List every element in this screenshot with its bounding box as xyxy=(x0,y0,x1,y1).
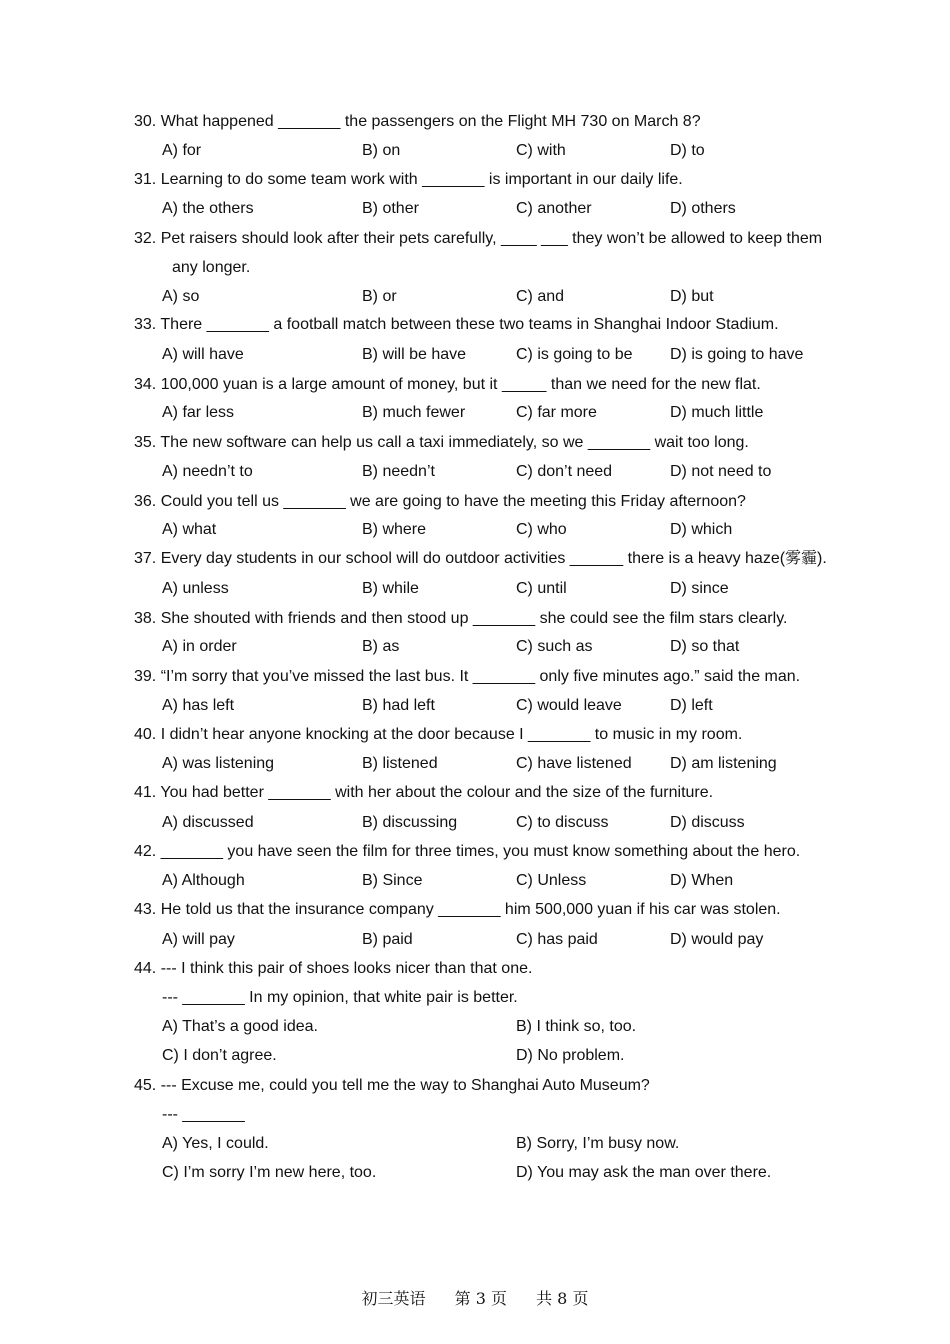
footer-page-number: 第 3 页 xyxy=(454,1289,507,1308)
question-37-options xyxy=(162,579,922,599)
option-d: D) When xyxy=(670,872,734,889)
question-42-options xyxy=(162,871,922,891)
question-33 xyxy=(134,315,914,335)
option-c: C) another xyxy=(516,200,592,217)
question-35-options xyxy=(162,462,922,482)
option-c: C) such as xyxy=(516,638,593,655)
question-text: 33. There _______ a football match between these two teams in Shanghai Indoor Stadium. xyxy=(134,316,779,333)
question-32-options xyxy=(162,287,922,307)
question-text: 42. _______ you have seen the film for three times, you must know something about the hero. xyxy=(134,843,801,860)
question-44-reply: --- _______ In my opinion, that white pair is better. xyxy=(162,989,518,1006)
question-40 xyxy=(134,725,914,745)
option-a: A) discussed xyxy=(162,814,254,831)
question-41-options xyxy=(162,813,922,833)
option-c: C) have listened xyxy=(516,755,632,772)
question-text: 39. “I’m sorry that you’ve missed the last bus. It _______ only five minutes ago.” said the man. xyxy=(134,668,801,685)
option-a: A) so xyxy=(162,288,200,305)
option-c: C) until xyxy=(516,580,567,597)
option-c: C) has paid xyxy=(516,931,598,948)
question-38-options xyxy=(162,637,922,657)
footer-subject: 初三英语 xyxy=(361,1289,426,1308)
question-33-options xyxy=(162,345,922,365)
option-a: A) needn’t to xyxy=(162,463,253,480)
question-30 xyxy=(134,112,914,132)
option-b: B) Sorry, I’m busy now. xyxy=(516,1135,680,1152)
option-a: A) That’s a good idea. xyxy=(162,1018,318,1035)
option-c: C) far more xyxy=(516,404,597,421)
option-b: B) much fewer xyxy=(362,404,466,421)
option-c: C) would leave xyxy=(516,697,622,714)
question-31 xyxy=(134,170,914,190)
option-b: B) Since xyxy=(362,872,423,889)
option-d: D) since xyxy=(670,580,729,597)
question-43-options xyxy=(162,930,922,950)
question-42 xyxy=(134,842,914,862)
question-45 xyxy=(134,1076,914,1096)
option-b: B) needn’t xyxy=(362,463,435,480)
question-45-options-row1 xyxy=(162,1134,922,1154)
option-d: D) left xyxy=(670,697,713,714)
question-34-options xyxy=(162,403,922,423)
option-d: D) to xyxy=(670,142,705,159)
option-b: B) discussing xyxy=(362,814,458,831)
option-c: C) who xyxy=(516,521,567,538)
option-a: A) Yes, I could. xyxy=(162,1135,269,1152)
option-c: C) and xyxy=(516,288,565,305)
question-text: 31. Learning to do some team work with _______ is important in our daily life. xyxy=(134,171,683,188)
option-a: A) will pay xyxy=(162,931,235,948)
question-44 xyxy=(134,959,914,979)
option-a: A) what xyxy=(162,521,217,538)
page-footer xyxy=(0,1289,950,1309)
question-36-options xyxy=(162,520,922,540)
question-text: 43. He told us that the insurance company _______ him 500,000 yuan if his car was stolen. xyxy=(134,901,781,918)
option-d: D) You may ask the man over there. xyxy=(516,1164,772,1181)
question-45-reply: --- _______ xyxy=(162,1106,245,1123)
question-32 xyxy=(134,229,914,249)
question-text: 34. 100,000 yuan is a large amount of money, but it _____ than we need for the new flat. xyxy=(134,376,761,393)
option-d: D) No problem. xyxy=(516,1047,625,1064)
question-text: 36. Could you tell us _______ we are going to have the meeting this Friday afternoon? xyxy=(134,493,746,510)
question-text: 37. Every day students in our school will do outdoor activities ______ there is a heavy haze(雾霾). xyxy=(134,550,827,567)
option-c: C) with xyxy=(516,142,566,159)
option-d: D) is going to have xyxy=(670,346,804,363)
question-text: 40. I didn’t hear anyone knocking at the door because I _______ to music in my room. xyxy=(134,726,743,743)
question-text: 35. The new software can help us call a taxi immediately, so we _______ wait too long. xyxy=(134,434,749,451)
option-c: C) to discuss xyxy=(516,814,609,831)
option-c: C) is going to be xyxy=(516,346,633,363)
question-text: 32. Pet raisers should look after their pets carefully, ____ ___ they won’t be allowed to keep them xyxy=(134,230,823,247)
question-44-options-row2 xyxy=(162,1046,922,1066)
option-b: B) will be have xyxy=(362,346,467,363)
question-text: 45. --- Excuse me, could you tell me the way to Shanghai Auto Museum? xyxy=(134,1077,650,1094)
option-d: D) discuss xyxy=(670,814,745,831)
question-31-options xyxy=(162,199,922,219)
question-35 xyxy=(134,433,914,453)
question-39-options xyxy=(162,696,922,716)
option-b: B) as xyxy=(362,638,400,655)
option-a: A) was listening xyxy=(162,755,275,772)
option-a: A) the others xyxy=(162,200,254,217)
question-40-options xyxy=(162,754,922,774)
question-text: 41. You had better _______ with her about the colour and the size of the furniture. xyxy=(134,784,714,801)
question-41 xyxy=(134,783,914,803)
option-b: B) or xyxy=(362,288,397,305)
question-36 xyxy=(134,492,914,512)
option-a: A) far less xyxy=(162,404,235,421)
question-32-continuation: any longer. xyxy=(172,259,251,276)
option-a: A) has left xyxy=(162,697,235,714)
option-a: A) unless xyxy=(162,580,229,597)
option-d: D) so that xyxy=(670,638,740,655)
option-b: B) had left xyxy=(362,697,435,714)
option-a: A) in order xyxy=(162,638,237,655)
option-d: D) not need to xyxy=(670,463,772,480)
option-d: D) which xyxy=(670,521,733,538)
question-38 xyxy=(134,609,914,629)
option-b: B) listened xyxy=(362,755,438,772)
question-text: 44. --- I think this pair of shoes looks nicer than that one. xyxy=(134,960,533,977)
option-b: B) while xyxy=(362,580,419,597)
option-c: C) I’m sorry I’m new here, too. xyxy=(162,1164,377,1181)
option-a: A) Although xyxy=(162,872,245,889)
question-37 xyxy=(134,549,914,569)
question-39 xyxy=(134,667,914,687)
option-b: B) paid xyxy=(362,931,413,948)
option-b: B) on xyxy=(362,142,401,159)
option-b: B) I think so, too. xyxy=(516,1018,637,1035)
option-b: B) other xyxy=(362,200,419,217)
option-d: D) much little xyxy=(670,404,764,421)
option-d: D) others xyxy=(670,200,736,217)
option-d: D) would pay xyxy=(670,931,764,948)
option-c: C) I don’t agree. xyxy=(162,1047,277,1064)
question-30-options xyxy=(162,141,922,161)
question-44-options-row1 xyxy=(162,1017,922,1037)
option-d: D) but xyxy=(670,288,714,305)
question-43 xyxy=(134,900,914,920)
question-text: 30. What happened _______ the passengers on the Flight MH 730 on March 8? xyxy=(134,113,701,130)
option-b: B) where xyxy=(362,521,427,538)
question-34 xyxy=(134,375,914,395)
option-c: C) Unless xyxy=(516,872,587,889)
option-c: C) don’t need xyxy=(516,463,613,480)
option-a: A) will have xyxy=(162,346,244,363)
question-text: 38. She shouted with friends and then stood up _______ she could see the film stars clearly. xyxy=(134,610,788,627)
option-d: D) am listening xyxy=(670,755,777,772)
option-a: A) for xyxy=(162,142,202,159)
footer-total-pages: 共 8 页 xyxy=(536,1289,589,1308)
question-45-options-row2 xyxy=(162,1163,922,1183)
